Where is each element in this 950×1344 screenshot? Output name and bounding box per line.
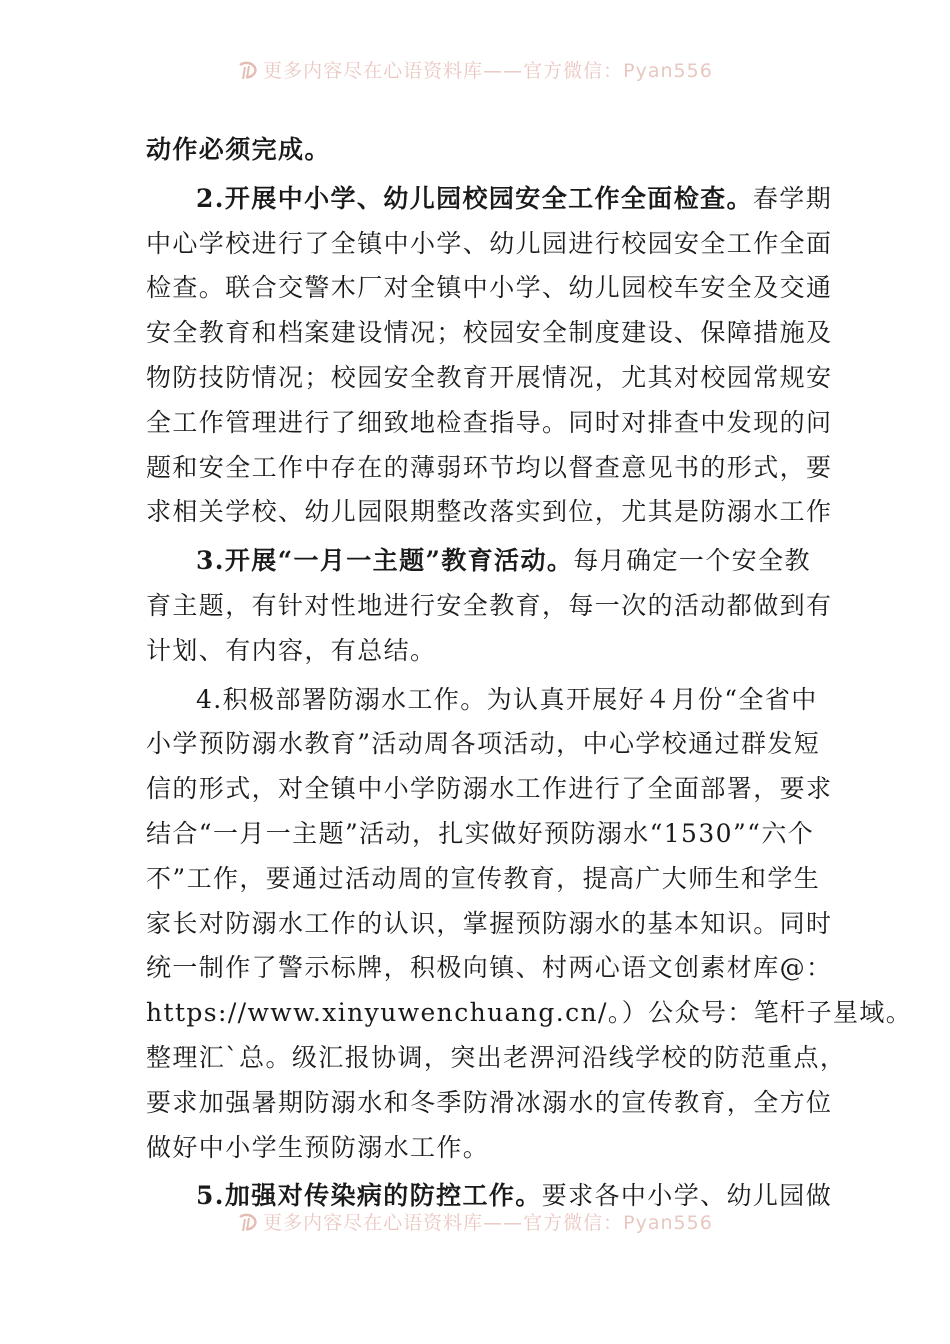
- watermark-text: 更多内容尽在心语资料库——官方微信：Pyan556: [263, 60, 713, 82]
- text-line: [146, 222, 833, 267]
- logo-icon: [237, 1213, 259, 1233]
- text-line: [146, 857, 821, 902]
- text-line: [146, 356, 833, 401]
- watermark-header: [0, 58, 950, 84]
- text-run: 中心学校进行了全镇中小学、幼儿园进行校园安全工作全面: [146, 228, 833, 258]
- text-run: 题和安全工作中存在的薄弱环节均以督查意见书的形式，要: [146, 452, 833, 482]
- bold-heading-run: 动作必须完成。: [146, 135, 331, 164]
- text-run: 要求加强暑期防溺水和冬季防滑冰溺水的宣传教育，全方位: [146, 1087, 833, 1117]
- text-run: 计划、有内容，有总结。: [146, 635, 437, 665]
- text-line: [146, 722, 821, 767]
- watermark-text: 更多内容尽在心语资料库——官方微信：Pyan556: [263, 1212, 713, 1234]
- text-run: 家长对防溺水工作的认识，掌握预防溺水的基本知识。同时: [146, 908, 833, 938]
- logo-icon: [237, 61, 259, 81]
- text-line: [146, 1126, 808, 1171]
- text-line: [146, 812, 815, 857]
- text-run: 结合“一月一主题”活动，扎实做好预防溺水“1530”“六个: [146, 818, 815, 848]
- text-run: 要求各中小学、幼儿园做: [541, 1181, 833, 1211]
- text-line: [146, 128, 808, 173]
- text-line: [146, 902, 833, 947]
- text-run: 全工作管理进行了细致地检查指导。同时对排查中发现的问: [146, 407, 833, 437]
- text-line: [146, 946, 833, 991]
- text-run: 安全教育和档案建设情况；校园安全制度建设、保障措施及: [146, 318, 833, 348]
- text-line: [146, 629, 808, 674]
- text-line: [146, 584, 833, 629]
- text-line: [146, 678, 818, 723]
- text-run: 不”工作，要通过活动周的宣传教育，提高广大师生和学生: [146, 863, 821, 893]
- bold-heading-run: 3.开展“一月一主题”教育活动。: [196, 546, 574, 576]
- text-run: 信的形式，对全镇中小学防溺水工作进行了全面部署，要求: [146, 774, 833, 804]
- text-line: [146, 266, 833, 311]
- text-line: [146, 991, 913, 1036]
- text-run: 求相关学校、幼儿园限期整改落实到位，尤其是防溺水工作: [146, 497, 833, 527]
- text-run: 春学期: [752, 183, 833, 213]
- text-line: [146, 539, 811, 584]
- text-line: [146, 177, 833, 222]
- text-run: 检查。联合交警木厂对全镇中小学、幼儿园校车安全及交通: [146, 273, 833, 303]
- text-run: 统一制作了警示标牌，积极向镇、村两心语文创素材库@：: [146, 953, 833, 983]
- document-body: [146, 128, 913, 1219]
- text-run: 做好中小学生预防溺水工作。: [146, 1132, 490, 1162]
- text-run: 每月确定一个安全教: [573, 546, 811, 576]
- text-line: [146, 401, 833, 446]
- text-run: 物防技防情况；校园安全教育开展情况，尤其对校园常规安: [146, 362, 833, 392]
- text-line: [146, 311, 833, 356]
- text-line: [146, 767, 833, 812]
- text-line: [146, 1036, 847, 1081]
- bold-heading-run: 2.开展中小学、幼儿园校园安全工作全面检查。: [196, 183, 753, 213]
- text-run: 育主题，有针对性地进行安全教育，每一次的活动都做到有: [146, 590, 833, 620]
- text-line: [146, 446, 833, 491]
- text-line: [146, 1081, 833, 1126]
- text-run: 小学预防溺水教育”活动周各项活动，中心学校通过群发短: [146, 729, 821, 759]
- text-run: 整理汇`总。级汇报协调，突出老淠河沿线学校的防范重点，: [146, 1042, 847, 1072]
- text-line: [146, 490, 833, 535]
- text-run: https://www.xinyuwenchuang.cn/。）公众号：笔杆子星域。: [146, 998, 913, 1028]
- bold-heading-run: 5.加强对传染病的防控工作。: [196, 1181, 542, 1211]
- watermark-footer: [0, 1210, 950, 1236]
- text-run: 4.积极部署防溺水工作。为认真开展好４月份“全省中: [196, 684, 818, 714]
